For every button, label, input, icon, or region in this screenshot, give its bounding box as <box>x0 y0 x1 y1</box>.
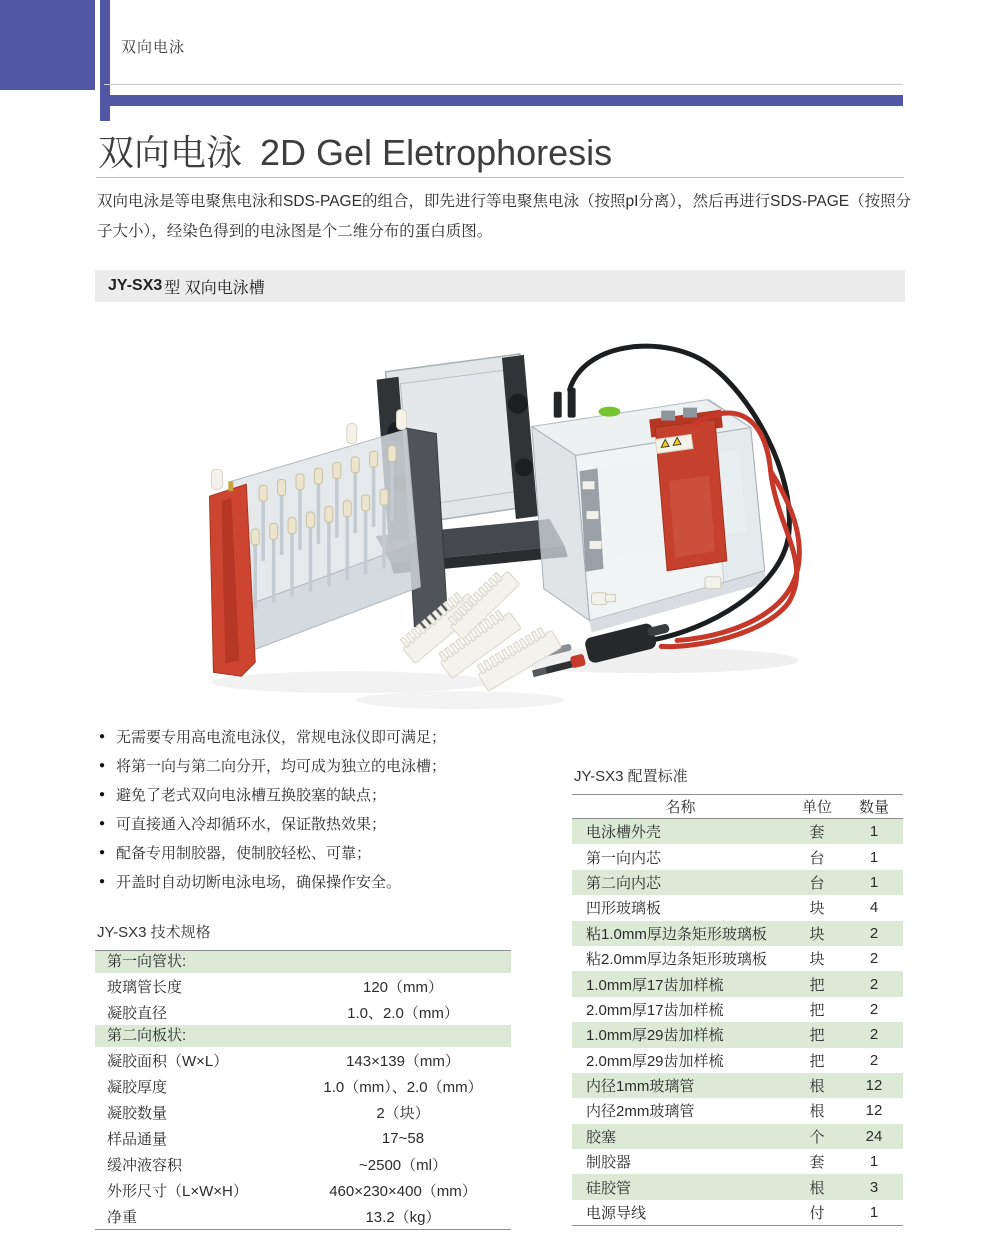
config-row <box>572 1098 903 1123</box>
config-cell-qty: 1 <box>869 1153 879 1171</box>
config-cell-name: 粘1.0mm厚边条矩形玻璃板 <box>586 925 767 943</box>
config-cell-name: 硅胶管 <box>586 1179 632 1197</box>
feature-item <box>99 780 446 809</box>
config-cell-unit: 根 <box>809 1103 825 1121</box>
config-row <box>572 1048 903 1073</box>
page-title-zh: 双向电泳 <box>98 132 243 173</box>
spec-row <box>95 1099 511 1125</box>
spec-row <box>95 1125 511 1151</box>
config-row <box>572 971 903 996</box>
spec-label: 玻璃管长度 <box>107 978 183 996</box>
page-title-en: 2D Gel Eletrophoresis <box>260 132 613 173</box>
config-cell-qty: 2 <box>869 1026 879 1044</box>
spec-value: 143×139（mm） <box>346 1052 460 1070</box>
config-cell-unit: 付 <box>809 1205 825 1223</box>
config-row <box>572 921 903 946</box>
config-row <box>572 844 903 869</box>
config-cell-qty: 1 <box>869 873 879 891</box>
tank-unit <box>520 346 799 680</box>
bullet-icon: ● <box>99 731 106 742</box>
config-row <box>572 1073 903 1098</box>
spec-value: 2（块） <box>376 1104 430 1122</box>
config-cell-unit: 套 <box>809 1154 825 1172</box>
feature-text: 配备专用制胶器，使制胶轻松、可靠； <box>116 845 372 862</box>
config-row <box>572 946 903 971</box>
intro-paragraph <box>97 187 917 247</box>
config-cell-name: 第二向内芯 <box>586 874 662 892</box>
spec-label: 净重 <box>107 1208 138 1226</box>
config-col-name: 名称 <box>665 799 696 816</box>
config-cell-name: 内径1mm玻璃管 <box>586 1078 695 1096</box>
spec-table-block <box>95 921 511 1230</box>
spec-label: 凝胶数量 <box>107 1104 168 1122</box>
config-cell-name: 1.0mm厚29齿加样梳 <box>586 1027 724 1045</box>
config-table <box>572 794 903 1226</box>
feature-item <box>99 809 446 838</box>
config-cell-name: 制胶器 <box>586 1154 632 1172</box>
config-cell-name: 第一向内芯 <box>586 849 662 867</box>
config-cell-qty: 1 <box>869 823 879 841</box>
bullet-icon: ● <box>99 876 106 887</box>
feature-text: 开盖时自动切断电泳电场，确保操作安全。 <box>116 874 402 891</box>
spec-label: 凝胶厚度 <box>107 1078 168 1096</box>
spec-value: 460×230×400（mm） <box>329 1182 477 1200</box>
feature-item <box>99 722 446 751</box>
spec-table-title: JY-SX3 技术规格 <box>97 924 211 941</box>
config-row <box>572 895 903 920</box>
config-cell-name: 电源导线 <box>586 1205 647 1223</box>
bullet-icon: ● <box>99 760 106 771</box>
config-cell-qty: 4 <box>869 899 879 917</box>
config-cell-unit: 台 <box>809 874 825 892</box>
feature-text: 将第一向与第二向分开，均可成为独立的电泳槽； <box>116 758 447 775</box>
config-cell-name: 2.0mm厚29齿加样梳 <box>586 1052 724 1070</box>
spec-value: 17~58 <box>381 1129 425 1147</box>
config-cell-qty: 2 <box>869 1051 879 1069</box>
spec-label: 凝胶直径 <box>107 1004 168 1022</box>
config-row <box>572 1124 903 1149</box>
spec-row <box>95 1151 511 1177</box>
config-cell-qty: 12 <box>865 1102 883 1120</box>
spec-value: ~2500（ml） <box>359 1156 447 1174</box>
config-cell-unit: 个 <box>809 1128 825 1146</box>
spec-label: 样品通量 <box>107 1130 168 1148</box>
spec-section-header: 第一向管状: <box>95 951 511 973</box>
corner-accent-block <box>0 0 95 90</box>
section-suffix: 型 双向电泳槽 <box>164 279 265 297</box>
config-header-row <box>572 795 903 819</box>
feature-item <box>99 867 446 896</box>
bullet-icon: ● <box>99 847 106 858</box>
config-cell-unit: 把 <box>809 1027 825 1045</box>
header-hairline <box>104 84 903 85</box>
config-cell-unit: 把 <box>809 1052 825 1070</box>
config-cell-name: 1.0mm厚17齿加样梳 <box>586 976 724 994</box>
bullet-icon: ● <box>99 789 106 800</box>
config-table-block <box>572 765 903 1226</box>
config-cell-name: 内径2mm玻璃管 <box>586 1103 695 1121</box>
config-cell-qty: 1 <box>869 1204 879 1222</box>
page-eyebrow: 双向电泳 <box>121 39 186 56</box>
feature-text: 可直接通入冷却循环水，保证散热效果； <box>116 816 387 833</box>
config-cell-qty: 24 <box>865 1127 883 1145</box>
spec-section-header: 第二向板状: <box>95 1025 511 1047</box>
tube-unit <box>209 410 448 677</box>
config-rows <box>572 819 903 1225</box>
config-cell-qty: 2 <box>869 975 879 993</box>
config-row <box>572 1174 903 1199</box>
config-cell-qty: 2 <box>869 924 879 942</box>
config-cell-unit: 块 <box>809 951 825 969</box>
config-row <box>572 819 903 844</box>
title-underline <box>96 177 904 178</box>
config-cell-name: 2.0mm厚17齿加样梳 <box>586 1001 724 1019</box>
config-table-title: JY-SX3 配置标准 <box>574 768 688 785</box>
spec-value: 13.2（kg） <box>365 1208 441 1226</box>
config-cell-unit: 台 <box>809 849 825 867</box>
config-cell-name: 电泳槽外壳 <box>586 824 662 842</box>
product-photo-illustration <box>150 332 850 730</box>
spec-row <box>95 1177 511 1203</box>
spec-value: 120（mm） <box>362 978 444 996</box>
config-row <box>572 1022 903 1047</box>
config-cell-name: 粘2.0mm厚边条矩形玻璃板 <box>586 951 767 969</box>
horizontal-accent-bar <box>100 95 903 106</box>
feature-item <box>99 838 446 867</box>
config-row <box>572 1200 903 1225</box>
feature-item <box>99 751 446 780</box>
config-cell-qty: 2 <box>869 1000 879 1018</box>
product-photo <box>150 332 850 730</box>
section-header-bar <box>95 270 905 302</box>
spec-row <box>95 1073 511 1099</box>
config-cell-unit: 块 <box>809 900 825 918</box>
page-title <box>98 125 612 176</box>
spec-label: 凝胶面积（W×L） <box>107 1052 229 1070</box>
feature-text: 无需要专用高电流电泳仪，常规电泳仪即可满足； <box>116 729 447 746</box>
feature-text: 避免了老式双向电泳槽互换胶塞的缺点； <box>116 787 387 804</box>
config-col-qty: 数量 <box>858 799 889 816</box>
spec-value: 1.0（mm）、2.0（mm） <box>323 1078 483 1096</box>
spec-row <box>95 1203 511 1229</box>
config-cell-qty: 3 <box>869 1178 879 1196</box>
bullet-icon: ● <box>99 818 106 829</box>
config-cell-qty: 1 <box>869 848 879 866</box>
config-cell-unit: 根 <box>809 1179 825 1197</box>
spec-row <box>95 999 511 1025</box>
spec-value: 1.0、2.0（mm） <box>347 1004 459 1022</box>
intro-line-2: 子大小），经染色得到的电泳图是个二维分布的蛋白质图。 <box>97 223 493 240</box>
spec-label: 缓冲液容积 <box>107 1156 183 1174</box>
config-col-unit: 单位 <box>801 799 832 816</box>
config-cell-unit: 根 <box>809 1078 825 1096</box>
config-cell-unit: 把 <box>809 976 825 994</box>
config-cell-qty: 2 <box>869 950 879 968</box>
config-cell-qty: 12 <box>865 1077 883 1095</box>
config-cell-unit: 块 <box>809 925 825 943</box>
config-cell-name: 胶塞 <box>586 1128 617 1146</box>
config-cell-name: 凹形玻璃板 <box>586 900 662 918</box>
spec-row <box>95 1047 511 1073</box>
feature-list <box>99 722 446 896</box>
config-row <box>572 997 903 1022</box>
config-cell-unit: 套 <box>809 824 825 842</box>
spec-table <box>95 950 511 1230</box>
config-cell-unit: 把 <box>809 1001 825 1019</box>
spec-row <box>95 973 511 999</box>
section-model: JY-SX3 <box>108 277 163 294</box>
spec-label: 外形尺寸（L×W×H） <box>107 1182 248 1200</box>
config-row <box>572 870 903 895</box>
config-row <box>572 1149 903 1174</box>
intro-line-1: 双向电泳是等电聚焦电泳和SDS-PAGE的组合，即先进行等电聚焦电泳（按照pI分离），然后再进行SDS-PAGE（按照分 <box>97 193 912 210</box>
